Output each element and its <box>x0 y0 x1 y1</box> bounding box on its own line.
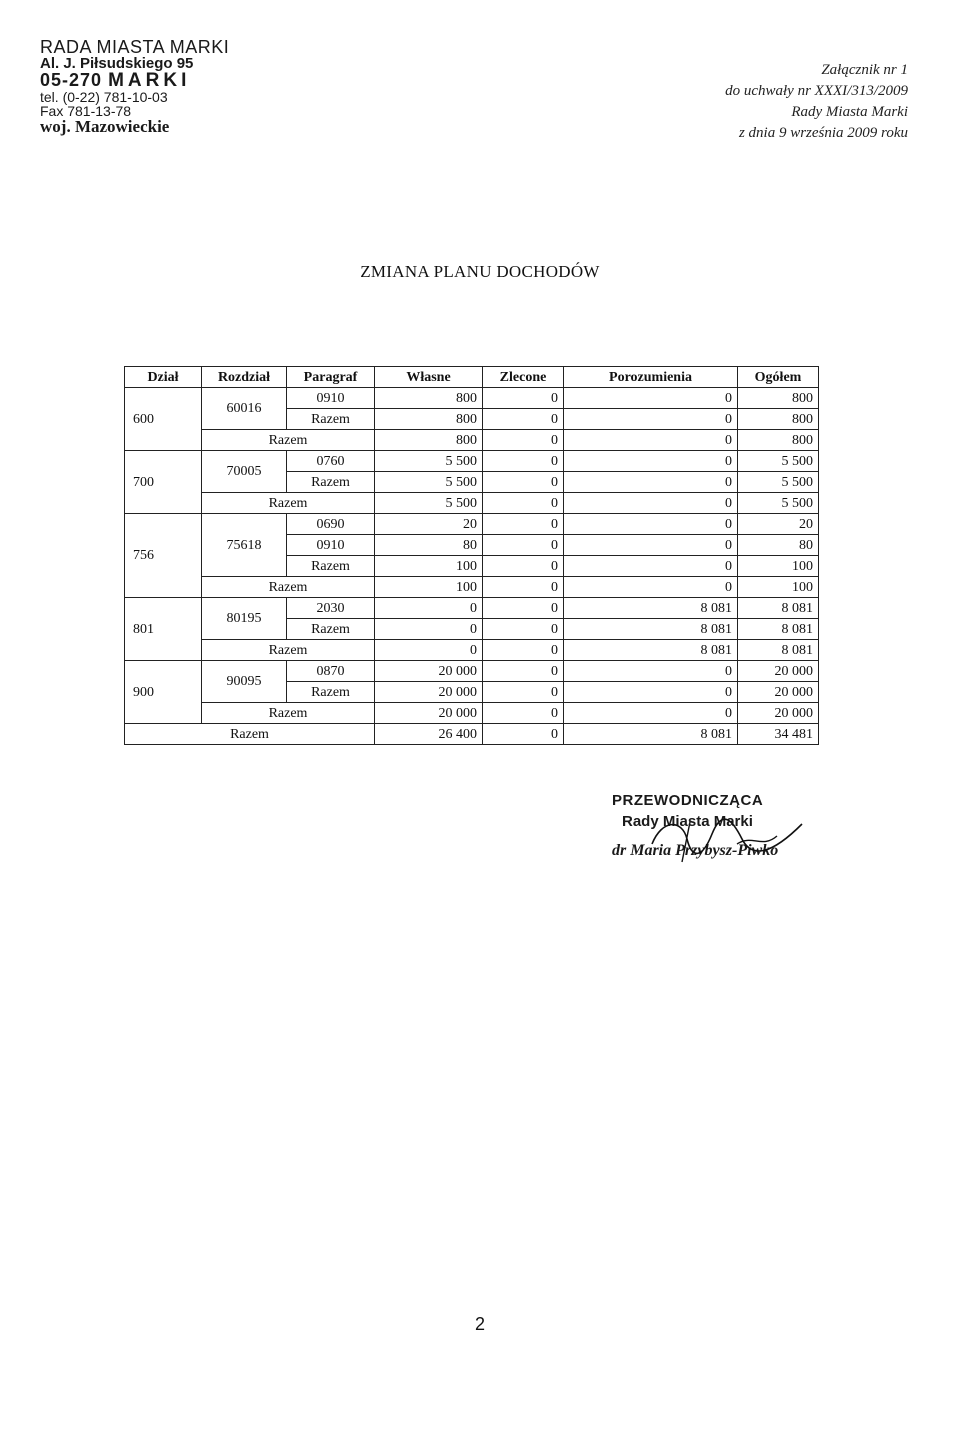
stamp-line-3 <box>40 71 229 90</box>
table-body <box>125 388 819 745</box>
total-value-cell: 0 <box>483 430 564 451</box>
handwritten-signature <box>642 814 812 864</box>
paragraf-cell: 0910 <box>287 535 375 556</box>
stamp-postal-code: 05-270 <box>40 70 103 90</box>
stamp-line-1: RADA MIASTA MARKI <box>40 37 230 57</box>
paragraf-cell: Razem <box>287 409 375 430</box>
header-rozdzial: Rozdział <box>202 367 287 388</box>
paragraf-cell: 0690 <box>287 514 375 535</box>
value-cell: 100 <box>738 556 819 577</box>
value-cell: 100 <box>375 556 483 577</box>
header-ogolem: Ogółem <box>738 367 819 388</box>
value-cell: 0 <box>483 661 564 682</box>
value-cell: 5 500 <box>738 451 819 472</box>
total-value-cell: 0 <box>483 577 564 598</box>
table-row <box>125 514 819 535</box>
grand-total-value-cell: 0 <box>483 724 564 745</box>
value-cell: 0 <box>564 661 738 682</box>
value-cell: 800 <box>738 409 819 430</box>
header-paragraf: Paragraf <box>287 367 375 388</box>
total-value-cell: 5 500 <box>375 493 483 514</box>
total-value-cell: 0 <box>375 640 483 661</box>
page-number: 2 <box>474 1314 485 1334</box>
value-cell: 80 <box>738 535 819 556</box>
total-value-cell: 20 000 <box>375 703 483 724</box>
signature-title: PRZEWODNICZĄCA <box>612 792 764 809</box>
annex-header <box>725 60 908 144</box>
annex-line-2: do uchwały nr XXXI/313/2009 <box>725 83 908 99</box>
value-cell: 20 <box>375 514 483 535</box>
value-cell: 0 <box>564 472 738 493</box>
header-dzial: Dział <box>125 367 202 388</box>
value-cell: 5 500 <box>375 451 483 472</box>
grand-total-label: Razem <box>125 724 375 745</box>
total-value-cell: 800 <box>375 430 483 451</box>
rozdzial-cell: 80195 <box>202 598 287 640</box>
value-cell: 8 081 <box>564 598 738 619</box>
value-cell: 8 081 <box>738 598 819 619</box>
rozdzial-cell: 70005 <box>202 451 287 493</box>
annex-line-3: Rady Miasta Marki <box>791 104 908 120</box>
value-cell: 800 <box>375 388 483 409</box>
stamp-line-6: woj. Mazowieckie <box>40 117 170 136</box>
value-cell: 20 000 <box>375 682 483 703</box>
dzial-cell: 700 <box>125 451 202 514</box>
value-cell: 0 <box>564 682 738 703</box>
section-total-row <box>125 577 819 598</box>
rozdzial-cell: 90095 <box>202 661 287 703</box>
stamp-line-5: Fax 781-13-78 <box>40 103 132 119</box>
paragraf-cell: Razem <box>287 556 375 577</box>
value-cell: 0 <box>483 472 564 493</box>
grand-total-row <box>125 724 819 745</box>
header-wlasne: Własne <box>375 367 483 388</box>
value-cell: 0 <box>564 535 738 556</box>
rozdzial-cell: 75618 <box>202 514 287 577</box>
section-total-row <box>125 430 819 451</box>
value-cell: 0 <box>483 451 564 472</box>
value-cell: 800 <box>375 409 483 430</box>
value-cell: 20 <box>738 514 819 535</box>
value-cell: 20 000 <box>738 682 819 703</box>
total-value-cell: 0 <box>483 493 564 514</box>
section-total-label: Razem <box>202 640 375 661</box>
paragraf-cell: Razem <box>287 619 375 640</box>
value-cell: 0 <box>483 514 564 535</box>
stamp-city: MARKI <box>108 70 191 91</box>
value-cell: 5 500 <box>738 472 819 493</box>
section-total-row <box>125 493 819 514</box>
grand-total-value-cell: 26 400 <box>375 724 483 745</box>
value-cell: 20 000 <box>375 661 483 682</box>
value-cell: 5 500 <box>375 472 483 493</box>
value-cell: 0 <box>483 556 564 577</box>
section-total-label: Razem <box>202 577 375 598</box>
document-title: ZMIANA PLANU DOCHODÓW <box>360 262 600 281</box>
grand-total-value-cell: 34 481 <box>738 724 819 745</box>
value-cell: 8 081 <box>738 619 819 640</box>
council-stamp <box>40 38 229 135</box>
value-cell: 0 <box>483 409 564 430</box>
annex-line-4: z dnia 9 września 2009 roku <box>738 125 908 141</box>
value-cell: 0 <box>564 514 738 535</box>
dzial-cell: 801 <box>125 598 202 661</box>
total-value-cell: 0 <box>483 703 564 724</box>
value-cell: 0 <box>483 682 564 703</box>
dzial-cell: 900 <box>125 661 202 724</box>
annex-line-1: Załącznik nr 1 <box>821 62 908 78</box>
dzial-cell: 756 <box>125 514 202 598</box>
table-header-row <box>125 367 819 388</box>
table-row <box>125 598 819 619</box>
grand-total-value-cell: 8 081 <box>564 724 738 745</box>
paragraf-cell: Razem <box>287 472 375 493</box>
total-value-cell: 0 <box>564 703 738 724</box>
total-value-cell: 100 <box>738 577 819 598</box>
value-cell: 0 <box>483 535 564 556</box>
value-cell: 0 <box>483 619 564 640</box>
value-cell: 8 081 <box>564 619 738 640</box>
value-cell: 0 <box>375 619 483 640</box>
value-cell: 0 <box>375 598 483 619</box>
value-cell: 0 <box>564 388 738 409</box>
paragraf-cell: Razem <box>287 682 375 703</box>
paragraf-cell: 0910 <box>287 388 375 409</box>
paragraf-cell: 2030 <box>287 598 375 619</box>
total-value-cell: 0 <box>564 577 738 598</box>
header-zlecone: Zlecone <box>483 367 564 388</box>
value-cell: 0 <box>564 409 738 430</box>
stamp-line-2: Al. J. Piłsudskiego 95 <box>40 55 194 72</box>
total-value-cell: 5 500 <box>738 493 819 514</box>
income-plan-table <box>124 366 819 745</box>
total-value-cell: 8 081 <box>564 640 738 661</box>
paragraf-cell: 0870 <box>287 661 375 682</box>
total-value-cell: 0 <box>564 430 738 451</box>
total-value-cell: 0 <box>483 640 564 661</box>
signature-block <box>612 792 852 860</box>
paragraf-cell: 0760 <box>287 451 375 472</box>
signature-council: Rady Miasta Marki <box>622 813 753 830</box>
total-value-cell: 20 000 <box>738 703 819 724</box>
value-cell: 0 <box>483 598 564 619</box>
total-value-cell: 0 <box>564 493 738 514</box>
value-cell: 800 <box>738 388 819 409</box>
total-value-cell: 8 081 <box>738 640 819 661</box>
table-row <box>125 451 819 472</box>
value-cell: 20 000 <box>738 661 819 682</box>
header-porozumienia: Porozumienia <box>564 367 738 388</box>
table-row <box>125 661 819 682</box>
section-total-label: Razem <box>202 430 375 451</box>
value-cell: 0 <box>564 451 738 472</box>
value-cell: 80 <box>375 535 483 556</box>
total-value-cell: 800 <box>738 430 819 451</box>
section-total-row <box>125 640 819 661</box>
section-total-label: Razem <box>202 493 375 514</box>
table-row <box>125 388 819 409</box>
rozdzial-cell: 60016 <box>202 388 287 430</box>
value-cell: 0 <box>564 556 738 577</box>
section-total-label: Razem <box>202 703 375 724</box>
stamp-line-4: tel. (0-22) 781-10-03 <box>40 89 168 105</box>
value-cell: 0 <box>483 388 564 409</box>
section-total-row <box>125 703 819 724</box>
total-value-cell: 100 <box>375 577 483 598</box>
dzial-cell: 600 <box>125 388 202 451</box>
signature-name: dr Maria Przybysz-Piwko <box>612 842 779 859</box>
